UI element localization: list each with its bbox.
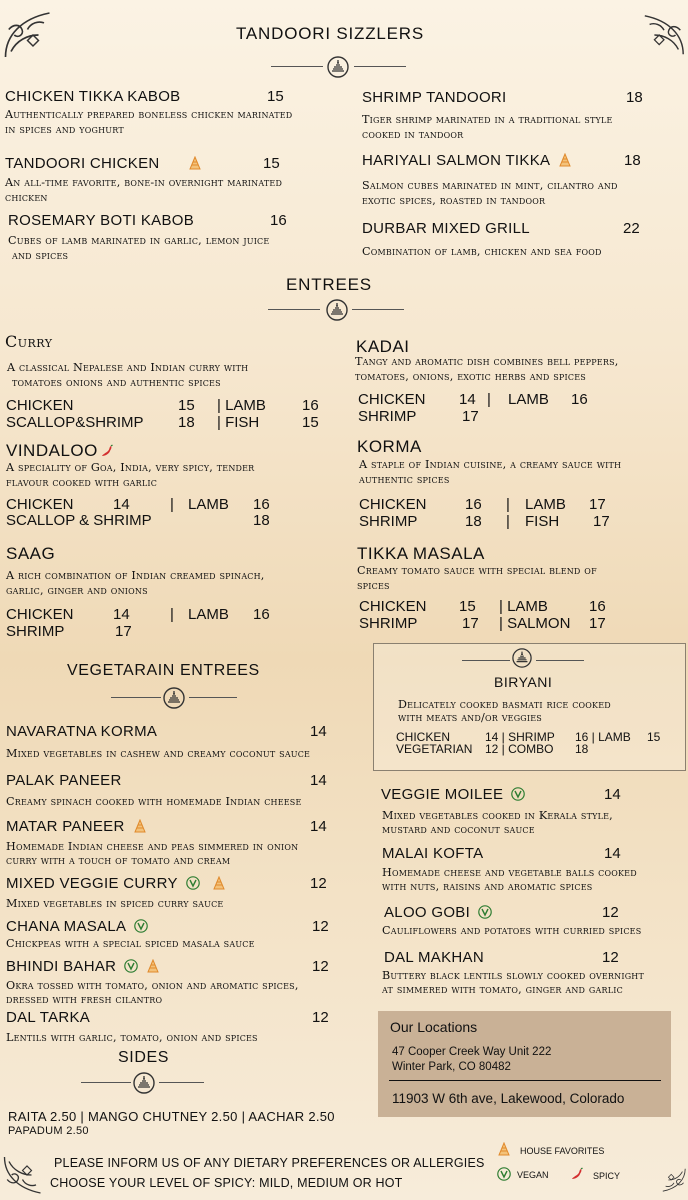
dish-option: LAMB [188,606,229,623]
vegan-leaf-icon [511,787,525,801]
menu-item-price: 15 [263,155,280,172]
vegan-leaf-icon [124,959,138,973]
dish-option: CHICKEN [6,496,74,513]
menu-item-desc: Chickpeas with a special spiced masala sauce [6,937,255,950]
dish-desc: tomatoes onions and authentic spices [12,376,221,389]
divider [536,660,584,661]
section-title-tandoori: TANDOORI SIZZLERS [236,24,425,43]
house-favorite-icon [212,876,226,890]
dish-option: LAMB [525,496,566,513]
divider [354,66,406,67]
dish-desc: A staple of Indian cuisine, a creamy sauce with [359,458,622,471]
menu-item-price: 14 [310,772,327,789]
dish-option: LAMB [508,391,549,408]
dish-desc: tomatoes, onions, exotic herbs and spices [355,370,586,383]
divider [462,660,510,661]
menu-item-desc: dressed with fresh cilantro [6,993,163,1006]
menu-item-desc: Cauliflowers and potatoes with curried spices [382,924,642,937]
house-favorite-icon [558,153,572,167]
temple-emblem-icon [163,687,185,709]
location-address: Winter Park, CO 80482 [392,1061,511,1073]
menu-item-name: PALAK PANEER [6,772,122,789]
vegan-leaf-icon [134,919,148,933]
menu-item-price: 14 [604,786,621,803]
dish-option: SCALLOP&SHRIMP [6,414,144,431]
dish-option: | SALMON [499,615,571,632]
menu-item-desc: at simmered with tomato, ginger and garlic [382,983,623,996]
dish-option: SCALLOP & SHRIMP [6,512,152,529]
divider-bar: | [506,496,510,513]
menu-item-desc: Buttery black lentils slowly cooked overnight [382,969,645,982]
legend-vegan-label: VEGAN [517,1170,549,1180]
divider [189,697,237,698]
dish-desc: Creamy tomato sauce with special blend of [357,564,597,577]
menu-item-price: 22 [623,220,640,237]
legend-spicy-label: SPICY [593,1171,621,1181]
menu-item-name: DURBAR MIXED GRILL [362,220,530,237]
temple-emblem-icon [512,648,532,668]
dish-price: 17 [593,513,610,530]
sides-list: PAPADUM 2.50 [8,1125,89,1137]
menu-item-desc: An all-time favorite, bone-in overnight marinated [5,176,283,189]
ornament-corner-icon [660,1160,688,1200]
dish-option: | LAMB [499,598,548,615]
dish-price: 14 | SHRIMP [485,730,555,744]
dish-desc: spices [357,579,390,592]
dish-price: 17 [115,623,132,640]
dish-option: FISH [525,513,560,530]
menu-item-name: DAL TARKA [6,1009,91,1026]
divider-bar: | [506,513,510,530]
chili-pepper-icon [100,444,114,458]
dish-title-saag: SAAG [6,544,56,563]
house-favorite-icon [133,819,147,833]
divider [271,66,323,67]
menu-item-price: 12 [602,949,619,966]
sides-list: RAITA 2.50 | MANGO CHUTNEY 2.50 | AACHAR 2.50 [8,1109,335,1124]
dish-price: 14 [113,496,130,513]
menu-item-price: 14 [604,845,621,862]
dish-price: 16 | LAMB [575,730,631,744]
dish-price: 17 [589,615,606,632]
menu-item-name: MALAI KOFTA [382,845,484,862]
vegan-leaf-icon [186,876,200,890]
menu-item-desc: Okra tossed with tomato, onion and aromatic spices, [6,979,299,992]
dish-price: 17 [589,496,606,513]
dish-option: CHICKEN [358,391,426,408]
menu-item-price: 14 [310,818,327,835]
dish-option: LAMB [188,496,229,513]
dish-price: 17 [462,408,479,425]
dish-title-tikka-masala: TIKKA MASALA [357,544,485,563]
menu-item-desc: and spices [12,249,69,262]
dish-price: 18 [575,742,589,756]
dish-option: CHICKEN [359,598,427,615]
legend-house-label: HOUSE FAVORITES [520,1146,605,1156]
dish-desc: A classical Nepalese and Indian curry with [7,361,249,374]
dish-price: 16 [571,391,588,408]
menu-item-desc: Creamy spinach cooked with homemade Indian cheese [6,795,302,808]
dish-price: 16 [253,496,270,513]
dish-price: 12 | COMBO [485,742,554,756]
house-favorite-icon [188,156,202,170]
dish-option: | LAMB [217,397,266,414]
dish-desc: with meats and/or veggies [398,711,542,724]
menu-item-price: 18 [626,89,643,106]
vegan-leaf-icon [478,905,492,919]
menu-item-desc: Tiger shrimp marinated in a traditional style [362,113,613,126]
divider [111,697,161,698]
dish-title-curry: Curry [5,332,53,351]
menu-item-desc: Mixed vegetables in spiced curry sauce [6,897,224,910]
footer-note: CHOOSE YOUR LEVEL OF SPICY: MILD, MEDIUM OR HOT [50,1176,403,1190]
dish-option: | FISH [217,414,260,431]
location-address: 11903 W 6th ave, Lakewood, Colorado [392,1091,625,1106]
dish-option: CHICKEN [6,397,74,414]
dish-desc: garlic, ginger and onions [6,584,148,597]
divider [81,1082,131,1083]
menu-item-price: 12 [310,875,327,892]
menu-item-desc: with nuts, raisins and aromatic spices [382,880,593,893]
dish-price: 14 [113,606,130,623]
section-title-sides: SIDES [118,1049,170,1066]
vegan-leaf-icon [497,1167,511,1181]
section-title-veg-entrees: VEGETARAIN ENTREES [67,662,260,679]
dish-option: CHICKEN [396,730,451,744]
dish-desc: flavour cooked with garlic [6,476,158,489]
menu-item-desc: Lentils with garlic, tomato, onion and spices [6,1031,258,1044]
dish-price: 14 [459,391,476,408]
dish-price: 18 [465,513,482,530]
dish-title-kadai: KADAI [356,337,410,356]
menu-item-price: 18 [624,152,641,169]
dish-option: CHICKEN [6,606,74,623]
menu-item-desc: Authentically prepared boneless chicken marinated [5,108,293,121]
dish-desc: A speciality of Goa, India, very spicy, tender [6,461,255,474]
divider [352,309,404,310]
dish-desc: Delicately cooked basmati rice cooked [398,698,611,711]
dish-desc: A rich combination of Indian creamed spinach, [6,569,265,582]
menu-item-desc: curry with a touch of tomato and cream [6,854,231,867]
dish-price: 15 [178,397,195,414]
divider [159,1082,204,1083]
dish-desc: Tangy and aromatic dish combines bell peppers, [355,355,619,368]
menu-item-desc: mustard and coconut sauce [382,823,535,836]
dish-price: 16 [302,397,319,414]
menu-item-desc: Homemade cheese and vegetable balls cooked [382,866,637,879]
temple-emblem-icon [327,56,349,78]
menu-item-name: SHRIMP TANDOORI [362,89,507,106]
menu-item-name: CHICKEN TIKKA KABOB [5,88,181,105]
menu-item-name: VEGGIE MOILEE [381,786,525,803]
dish-option: VEGETARIAN [396,742,473,756]
dish-price: 15 [459,598,476,615]
menu-item-desc: Salmon cubes marinated in mint, cilantro and [362,179,618,192]
dish-price: 16 [465,496,482,513]
house-favorite-icon [497,1142,511,1156]
ornament-corner-icon [0,1150,45,1200]
dish-price: 18 [178,414,195,431]
dish-option: CHICKEN [359,496,427,513]
menu-item-price: 14 [310,723,327,740]
locations-title: Our Locations [390,1019,478,1035]
menu-item-name: TANDOORI CHICKEN [5,155,202,172]
menu-item-name: DAL MAKHAN [384,949,484,966]
menu-item-desc: in spices and yoghurt [5,123,124,136]
menu-item-desc: chicken [5,191,48,204]
temple-emblem-icon [133,1072,155,1094]
dish-price: 16 [589,598,606,615]
dish-price: 18 [253,512,270,529]
menu-item-price: 12 [312,958,329,975]
menu-item-desc: cooked in tandoor [362,128,464,141]
dish-option: SHRIMP [6,623,65,640]
menu-item-desc: Mixed vegetables in cashew and creamy coconut sauce [6,747,311,760]
house-favorite-icon [146,959,160,973]
chili-pepper-icon [570,1167,584,1181]
menu-item-name: HARIYALI SALMON TIKKA [362,152,572,169]
menu-item-name: CHANA MASALA [6,918,148,935]
divider-bar: | [487,391,491,408]
divider [389,1080,661,1081]
menu-item-desc: Combination of lamb, chicken and sea food [362,245,602,258]
menu-item-desc: Cubes of lamb marinated in garlic, lemon juice [8,234,270,247]
divider [268,309,320,310]
menu-item-price: 16 [270,212,287,229]
ornament-corner-icon [640,0,688,70]
dish-price: 16 [253,606,270,623]
menu-item-name: MIXED VEGGIE CURRY [6,875,226,892]
menu-item-desc: exotic spices, roasted in tandoor [362,194,546,207]
footer-note: PLEASE INFORM US OF ANY DIETARY PREFERENCES OR ALLERGIES [54,1156,485,1170]
location-address: 47 Cooper Creek Way Unit 222 [392,1046,552,1058]
dish-price: 15 [647,730,661,744]
dish-desc: authentic spices [359,473,450,486]
menu-item-name: BHINDI BAHAR [6,958,160,975]
menu-item-name: NAVARATNA KORMA [6,723,158,740]
dish-option: SHRIMP [359,513,418,530]
menu-item-desc: Mixed vegetables cooked in Kerala style, [382,809,613,822]
dish-price: 15 [302,414,319,431]
dish-option: SHRIMP [359,615,418,632]
menu-item-price: 12 [602,904,619,921]
dish-title-korma: KORMA [357,437,422,456]
dish-option: SHRIMP [358,408,417,425]
menu-item-name: MATAR PANEER [6,818,147,835]
menu-item-price: 15 [267,88,284,105]
menu-item-name: ROSEMARY BOTI KABOB [8,212,195,229]
dish-title-biryani: BIRYANI [494,674,553,690]
divider-bar: | [170,496,174,513]
dish-price: 17 [462,615,479,632]
menu-item-price: 12 [312,918,329,935]
menu-item-price: 12 [312,1009,329,1026]
menu-item-desc: Homemade Indian cheese and peas simmered in onion [6,840,299,853]
temple-emblem-icon [326,299,348,321]
section-title-entrees: ENTREES [286,275,372,294]
divider-bar: | [170,606,174,623]
menu-item-name: ALOO GOBI [384,904,492,921]
ornament-corner-icon [0,0,55,70]
dish-title-vindaloo: VINDALOO [6,441,114,461]
